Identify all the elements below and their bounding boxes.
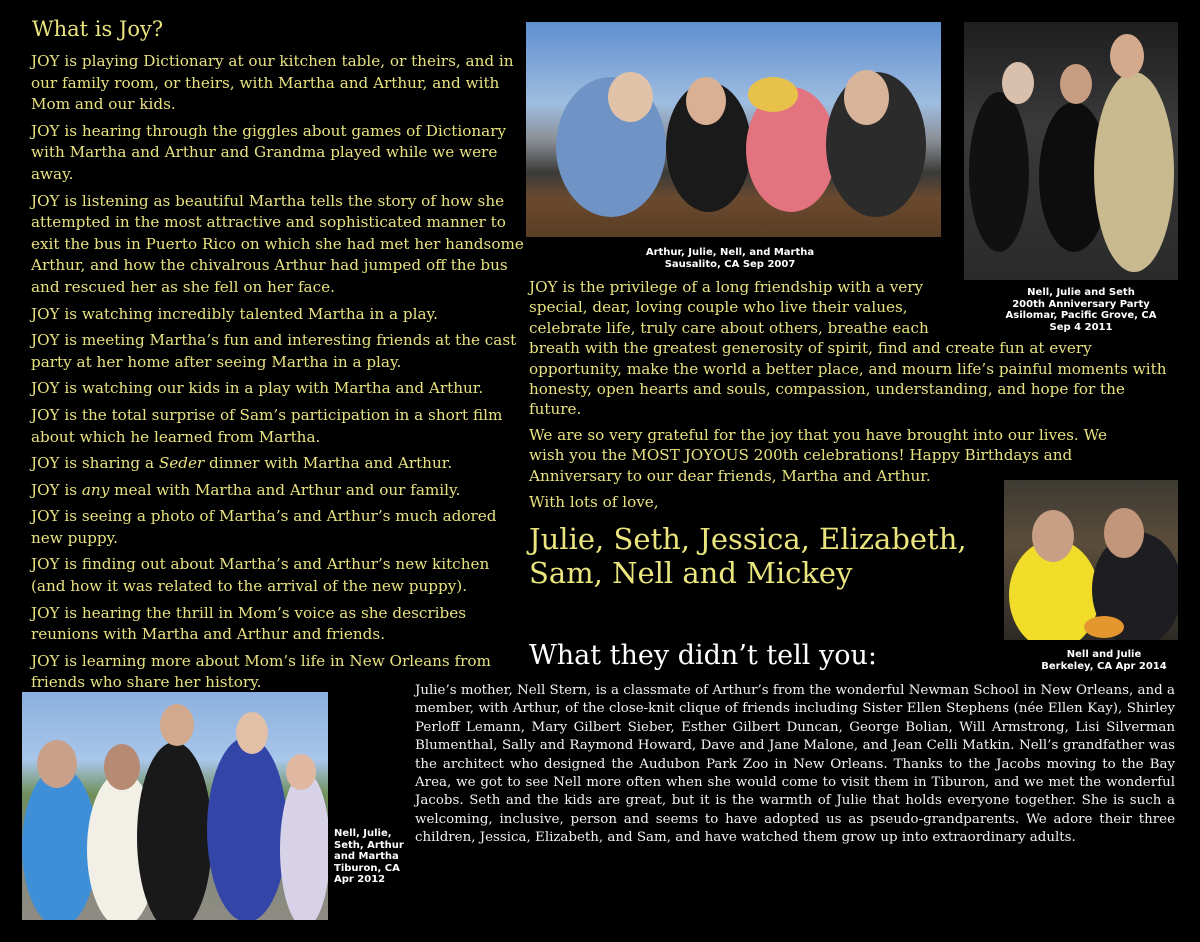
signature-line: Sam, Nell and Mickey: [529, 556, 853, 590]
grateful-paragraph: We are so very grateful for the joy that you have brought into our lives. We wish you the MOST JOYOUS 200th celebrations! Happy Birthdays and Anniversary to our dear friends, Martha and Arthur.: [529, 426, 1107, 485]
caption-line: Nell, Julie,: [334, 828, 392, 839]
caption-line: Sausalito, CA Sep 2007: [664, 258, 796, 270]
caption-line: Tiburon, CA: [334, 862, 400, 874]
page-title: What is Joy?: [32, 17, 164, 41]
joy-item-text: dinner with Martha and Arthur.: [204, 454, 453, 473]
didnt-tell-paragraph: Julie’s mother, Nell Stern, is a classmate of Arthur’s from the wonderful Newman School in New Orleans, and a member, with Arthur, of the close-knit clique of friends including Sister Ellen Stephens (née Ellen Kay), Shirley Perloff Lemann, Mary Gilbert Sieber, Esther Gilbert Duncan, George Bolian, Will Armstrong, Lisi Silverman Blumenthal, Sally and Raymond Howard, Dave and Jane Malone, and Jean Celli Matkin. Nell’s grandfather was the architect who designed the Audubon Park Zoo in New Orleans. Thanks to the Jacobs moving to the Bay Area, we got to see Nell more often when she would come to visit them in Tiburon, and we met the wonderful Jacobs. Seth and the kids are great, but it is the warmth of Julie that holds everyone together. She is such a welcoming, inclusive, person and seems to have adopted us as pseudo-grandparents. We adore their three children, Jessica, Elizabeth, and Sam, and have watched them grow up into extraordinary adults.: [415, 683, 1175, 846]
caption-line: Nell and Julie: [1066, 649, 1142, 660]
joy-item: JOY is listening as beautiful Martha tells the story of how she attempted in the most attractive and sophisticated manner to exit the bus in Puerto Rico on which she had met her handsome Arthur, and how the chivalrous Arthur had jumped off the bus and rescued her as she fell on her face.: [31, 191, 524, 296]
photo-tiburon-caption: [334, 828, 414, 886]
caption-line: Arthur, Julie, Nell, and Martha: [645, 247, 815, 258]
privilege-paragraph: [529, 277, 1169, 420]
photo-tiburon: [22, 692, 328, 920]
joy-item: JOY is playing Dictionary at our kitchen table, or theirs, and in our family room, or theirs, with Martha and Arthur, and with Mom and our kids.: [31, 52, 514, 114]
joy-item-text: meal with Martha and Arthur and our family.: [109, 480, 461, 499]
privilege-text: JOY is the privilege of a long friendship with a very special, dear, loving couple who live their values, celebrate life, truly care about others, breathe each breath with the greatest generosity of spirit, find and create fun at every opportunity, make the world a better place, and mourn life’s painful moments with honesty, open hearts and souls, compassion, understanding, and hope for the future.: [529, 278, 1167, 419]
didnt-tell-heading: What they didn’t tell you:: [529, 640, 878, 671]
signature: [529, 522, 967, 590]
photo-berkeley: [1004, 480, 1178, 640]
joy-item: JOY is seeing a photo of Martha’s and Arthur’s much adored new puppy.: [31, 507, 497, 547]
joy-item-text: JOY is: [31, 480, 82, 499]
signature-line: Julie, Seth, Jessica, Elizabeth,: [529, 522, 967, 556]
joy-list: [31, 51, 526, 699]
joy-item: JOY is watching our kids in a play with Martha and Arthur.: [31, 379, 484, 398]
joy-item: JOY is hearing the thrill in Mom’s voice as she describes reunions with Martha and Arthur and friends.: [31, 603, 467, 644]
photo-berkeley-caption: [1006, 649, 1200, 672]
photo-asilomar: [964, 22, 1178, 280]
photo-sausalito: [526, 22, 941, 237]
joy-item: JOY is learning more about Mom’s life in New Orleans from friends who share her history.: [31, 651, 491, 692]
caption-line: Apr 2012: [334, 874, 386, 885]
caption-line: Asilomar, Pacific Grove, CA: [1005, 310, 1157, 321]
joy-item: [31, 480, 526, 502]
closing-line: With lots of love,: [529, 493, 659, 511]
joy-item: JOY is watching incredibly talented Martha in a play.: [31, 304, 438, 323]
joy-item: JOY is finding out about Martha’s and Arthur’s new kitchen (and how it was related to the arrival of the new puppy).: [31, 555, 490, 596]
caption-line: Sep 4 2011: [1049, 321, 1113, 333]
caption-line: Seth, Arthur: [334, 839, 404, 851]
joy-item-emphasis: Seder: [158, 454, 205, 473]
caption-line: Berkeley, CA Apr 2014: [1041, 660, 1167, 672]
joy-item: JOY is meeting Martha’s fun and interesting friends at the cast party at her home after seeing Martha in a play.: [31, 331, 517, 371]
joy-item: [31, 453, 526, 475]
privilege-float-spacer: [951, 277, 1169, 337]
caption-line: and Martha: [334, 851, 399, 862]
joy-item: JOY is the total surprise of Sam’s participation in a short film about which he learned from Martha.: [31, 405, 503, 446]
joy-item-text: JOY is sharing a: [31, 454, 159, 473]
caption-line: 200th Anniversary Party: [1012, 298, 1150, 310]
joy-item: JOY is hearing through the giggles about games of Dictionary with Martha and Arthur and Grandma played while we were away.: [31, 121, 507, 183]
caption-line: Nell, Julie and Seth: [1027, 287, 1135, 298]
photo-sausalito-caption: [600, 247, 860, 270]
joy-item-emphasis: any: [81, 480, 110, 499]
